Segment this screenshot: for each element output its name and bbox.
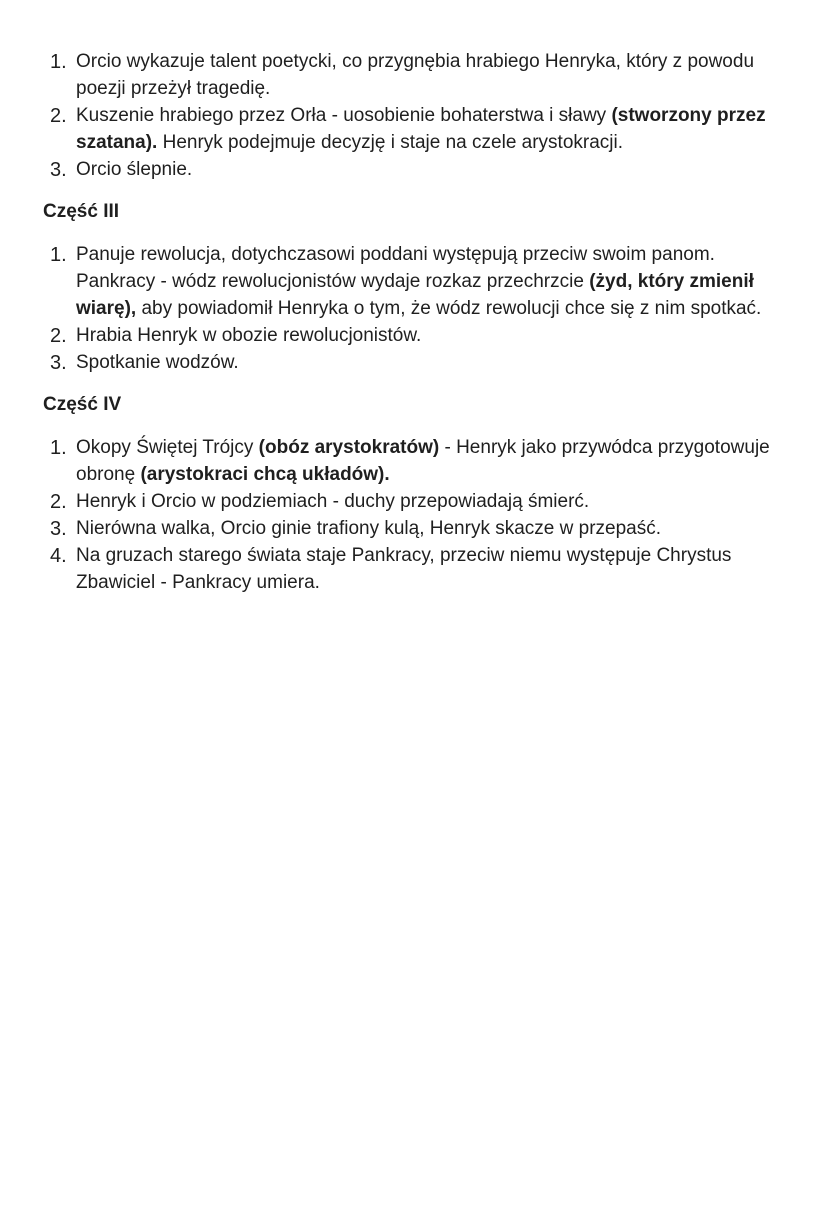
list-item-text: Orcio ślepnie.: [76, 159, 193, 180]
list-item: [0, 102, 828, 156]
list-item-number: 1.: [50, 51, 67, 73]
list-item-text: - Henryk jako przywódca przygotowuje obronę: [76, 437, 770, 485]
list-item-bold-text: (arystokraci chcą układów).: [140, 464, 390, 485]
list-item-text: Okopy Świętej Trójcy: [76, 437, 259, 458]
list-item-number: 3.: [50, 352, 67, 374]
list-item-text: Orcio wykazuje talent poetycki, co przygnębia hrabiego Henryka, który z powodu poezji przeżył tragedię.: [76, 51, 755, 99]
list-item-text: Spotkanie wodzów.: [76, 352, 239, 373]
list-item-text: Panuje rewolucja, dotychczasowi poddani występują przeciw swoim panom. Pankracy - wódz rewolucjonistów wydaje rozkaz przechrzcie: [76, 244, 715, 292]
list-item-number: 1.: [50, 437, 67, 459]
part4-list: [0, 434, 828, 596]
part2-list: [0, 48, 828, 183]
list-item-number: 2.: [50, 491, 67, 513]
section-heading-part3: Część III: [43, 201, 120, 222]
list-item-text: aby powiadomił Henryka o tym, że wódz rewolucji chce się z nim spotkać.: [136, 298, 762, 319]
list-item-bold-text: (obóz arystokratów): [258, 437, 440, 458]
list-item: [0, 241, 828, 322]
list-item: [0, 488, 828, 515]
list-item-number: 3.: [50, 159, 67, 181]
list-item-text: Na gruzach starego świata staje Pankracy, przeciw niemu występuje Chrystus Zbawiciel - Pankracy umiera.: [76, 545, 732, 593]
list-item-number: 2.: [50, 105, 67, 127]
list-item: [0, 48, 828, 102]
list-item: [0, 542, 828, 596]
list-item-text: Henryk i Orcio w podziemiach - duchy przepowiadają śmierć.: [76, 491, 590, 512]
list-item-text: Henryk podejmuje decyzję i staje na czele arystokracji.: [157, 132, 624, 153]
list-item: [0, 322, 828, 349]
list-item: [0, 156, 828, 183]
list-item-number: 2.: [50, 325, 67, 347]
document-page: [0, 48, 828, 596]
list-item-bold-text: (stworzony przez szatana).: [76, 105, 766, 153]
list-item-bold-text: (żyd, który zmienił wiarę),: [76, 271, 754, 319]
list-item: [0, 515, 828, 542]
section-heading-part4: Część IV: [43, 394, 122, 415]
list-item-number: 4.: [50, 545, 67, 567]
part3-list: [0, 241, 828, 376]
list-item-text: Kuszenie hrabiego przez Orła - uosobienie bohaterstwa i sławy: [76, 105, 612, 126]
list-item: [0, 434, 828, 488]
list-item-number: 3.: [50, 518, 67, 540]
list-item-text: Hrabia Henryk w obozie rewolucjonistów.: [76, 325, 422, 346]
list-item-number: 1.: [50, 244, 67, 266]
list-item-text: Nierówna walka, Orcio ginie trafiony kulą, Henryk skacze w przepaść.: [76, 518, 662, 539]
list-item: [0, 349, 828, 376]
